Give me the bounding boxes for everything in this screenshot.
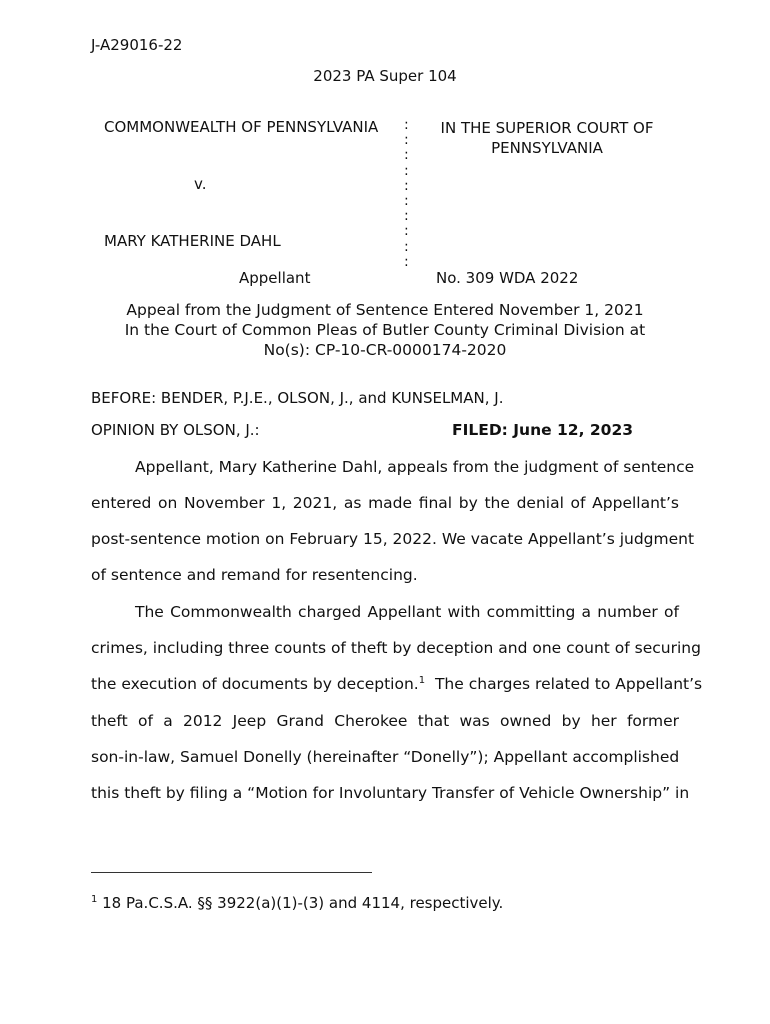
body-line: Appellant, Mary Katherine Dahl, appeals from the judgment of sentence [135, 458, 695, 476]
caption-appellant-role: Appellant [239, 269, 311, 287]
opinion-by: OPINION BY OLSON, J.: [91, 421, 260, 439]
case-citation: 2023 PA Super 104 [313, 67, 457, 85]
body-line: this theft by filing a “Motion for Involuntary Transfer of Vehicle Ownership” in [91, 784, 690, 802]
appeal-line-1: Appeal from the Judgment of Sentence Entered November 1, 2021 [126, 301, 644, 319]
body-line: crimes, including three counts of theft by deception and one count of securing [91, 639, 701, 657]
body-line-text: the execution of documents by deception. [91, 675, 419, 693]
body-line: post-sentence motion on February 15, 2022. We vacate Appellant’s judgment [91, 530, 695, 548]
appeal-line-2: In the Court of Common Pleas of Butler County Criminal Division at [124, 321, 646, 339]
body-line-with-footnote [91, 675, 703, 693]
panel-before: BEFORE: BENDER, P.J.E., OLSON, J., and KUNSELMAN, J. [91, 389, 504, 407]
caption-case-number: No. 309 WDA 2022 [436, 269, 579, 287]
body-line: son-in-law, Samuel Donelly (hereinafter “Donelly”); Appellant accomplished [91, 748, 680, 766]
caption-versus: v. [194, 175, 207, 193]
body-line: theft of a 2012 Jeep Grand Cherokee that was owned by her former [91, 712, 679, 730]
footnote-text: 18 Pa.C.S.A. §§ 3922(a)(1)-(3) and 4114, respectively. [97, 894, 504, 912]
footnote-reference[interactable]: 1 [418, 675, 426, 686]
caption-colon-divider: : : : : : : : : : : [404, 117, 409, 270]
footnote-marker: 1 [91, 894, 98, 905]
footnote-divider [91, 872, 372, 873]
body-line: of sentence and remand for resentencing. [91, 566, 418, 584]
body-line: The Commonwealth charged Appellant with committing a number of [135, 603, 679, 621]
caption-commonwealth: COMMONWEALTH OF PENNSYLVANIA [104, 118, 379, 136]
footnote [91, 894, 503, 912]
docket-id: J-A29016-22 [91, 36, 183, 54]
caption-defendant: MARY KATHERINE DAHL [104, 232, 281, 250]
appeal-from-block [0, 300, 770, 360]
body-line-text: The charges related to Appellant’s [425, 675, 703, 693]
filed-date: FILED: June 12, 2023 [452, 421, 634, 439]
caption-court-name: IN THE SUPERIOR COURT OF PENNSYLVANIA [440, 119, 654, 157]
appeal-line-3: No(s): CP-10-CR-0000174-2020 [263, 341, 507, 359]
body-line: entered on November 1, 2021, as made final by the denial of Appellant’s [91, 494, 679, 512]
